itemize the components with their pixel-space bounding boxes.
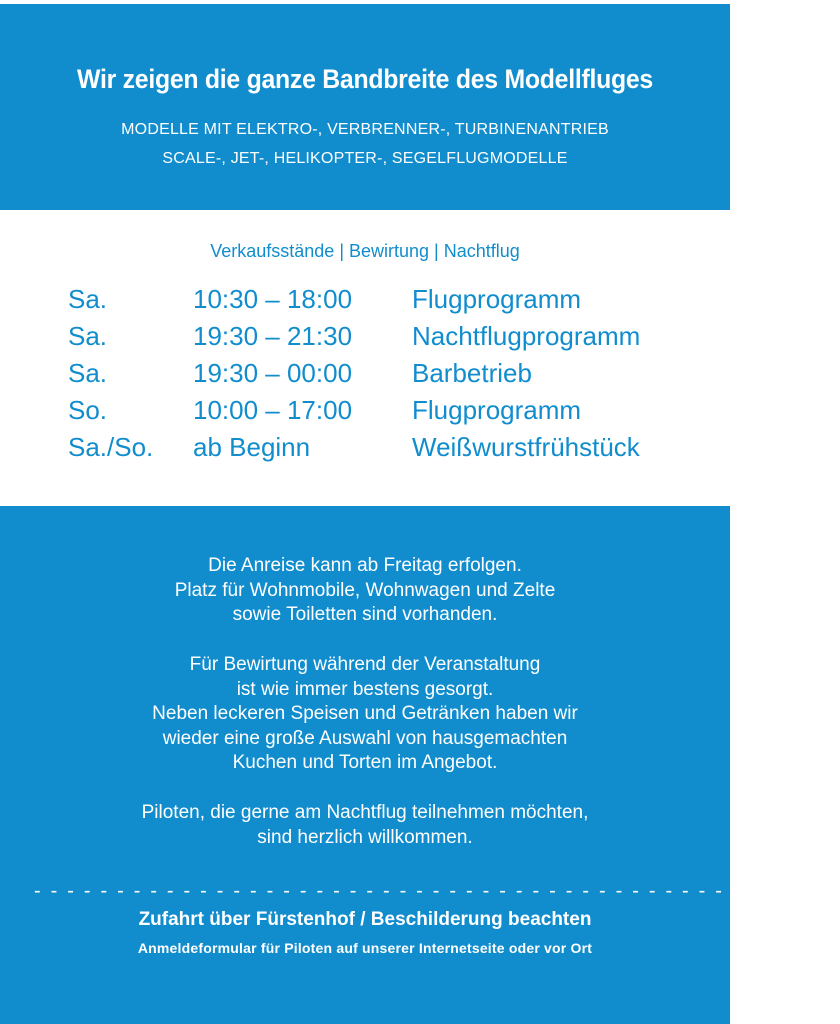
text-line: sowie Toiletten sind vorhanden. (232, 604, 498, 625)
schedule-section (0, 210, 730, 506)
schedule-day: So. (68, 395, 108, 425)
text-line: Kuchen und Torten im Angebot. (232, 752, 498, 773)
schedule-day: Sa. (68, 284, 108, 314)
schedule-event: Nachtflugprogramm (412, 321, 641, 351)
schedule-day: Sa./So. (68, 432, 154, 462)
schedule-row (68, 432, 708, 469)
arrival-paragraph (0, 554, 730, 628)
registration-note: Anmeldeformular für Piloten auf unserer Internetseite oder vor Ort (137, 940, 593, 956)
schedule-event: Barbetrieb (412, 358, 532, 388)
schedule-event: Weißwurstfrühstück (412, 432, 640, 462)
schedule-table (68, 284, 708, 469)
schedule-time: 19:30 – 00:00 (193, 358, 353, 388)
access-note: Zufahrt über Fürstenhof / Beschilderung beachten (138, 909, 592, 930)
schedule-row (68, 395, 708, 432)
features-line: Verkaufsstände | Bewirtung | Nachtflug (210, 241, 520, 261)
schedule-day: Sa. (68, 358, 108, 388)
pilots-paragraph (0, 801, 730, 850)
schedule-row (68, 321, 708, 358)
headline: Wir zeigen die ganze Bandbreite des Modellfluges (77, 64, 653, 94)
model-types-line: MODELLE MIT ELEKTRO-, VERBRENNER-, TURBINENANTRIEB (121, 121, 609, 138)
schedule-time: ab Beginn (193, 432, 311, 462)
schedule-event: Flugprogramm (412, 395, 582, 425)
text-line: Piloten, die gerne am Nachtflug teilnehmen möchten, (141, 802, 589, 823)
text-line: ist wie immer bestens gesorgt. (236, 678, 494, 700)
text-line: Neben leckeren Speisen und Getränken haben wir (152, 703, 578, 724)
text-line: Für Bewirtung während der Veranstaltung (189, 654, 541, 675)
schedule-time: 19:30 – 21:30 (193, 321, 353, 351)
catering-paragraph (0, 653, 730, 776)
header-band (0, 4, 730, 210)
schedule-row (68, 284, 708, 321)
schedule-row (68, 358, 708, 395)
text-line: sind herzlich willkommen. (257, 826, 473, 848)
schedule-time: 10:30 – 18:00 (193, 284, 353, 314)
text-line: wieder eine große Auswahl von hausgemachten (162, 727, 568, 749)
info-band (0, 506, 840, 1024)
text-line: Platz für Wohnmobile, Wohnwagen und Zelte (174, 579, 556, 601)
model-categories-line: SCALE-, JET-, HELIKOPTER-, SEGELFLUGMODELLE (162, 150, 568, 167)
text-line: Die Anreise kann ab Freitag erfolgen. (208, 555, 522, 576)
schedule-day: Sa. (68, 321, 108, 351)
dashed-divider: - - - - - - - - - - - - - - - - - - - - - - - - - - - - - - - - - - - - - - - - - - - - - - - - - (34, 880, 840, 902)
schedule-time: 10:00 – 17:00 (193, 395, 353, 425)
schedule-event: Flugprogramm (412, 284, 582, 314)
